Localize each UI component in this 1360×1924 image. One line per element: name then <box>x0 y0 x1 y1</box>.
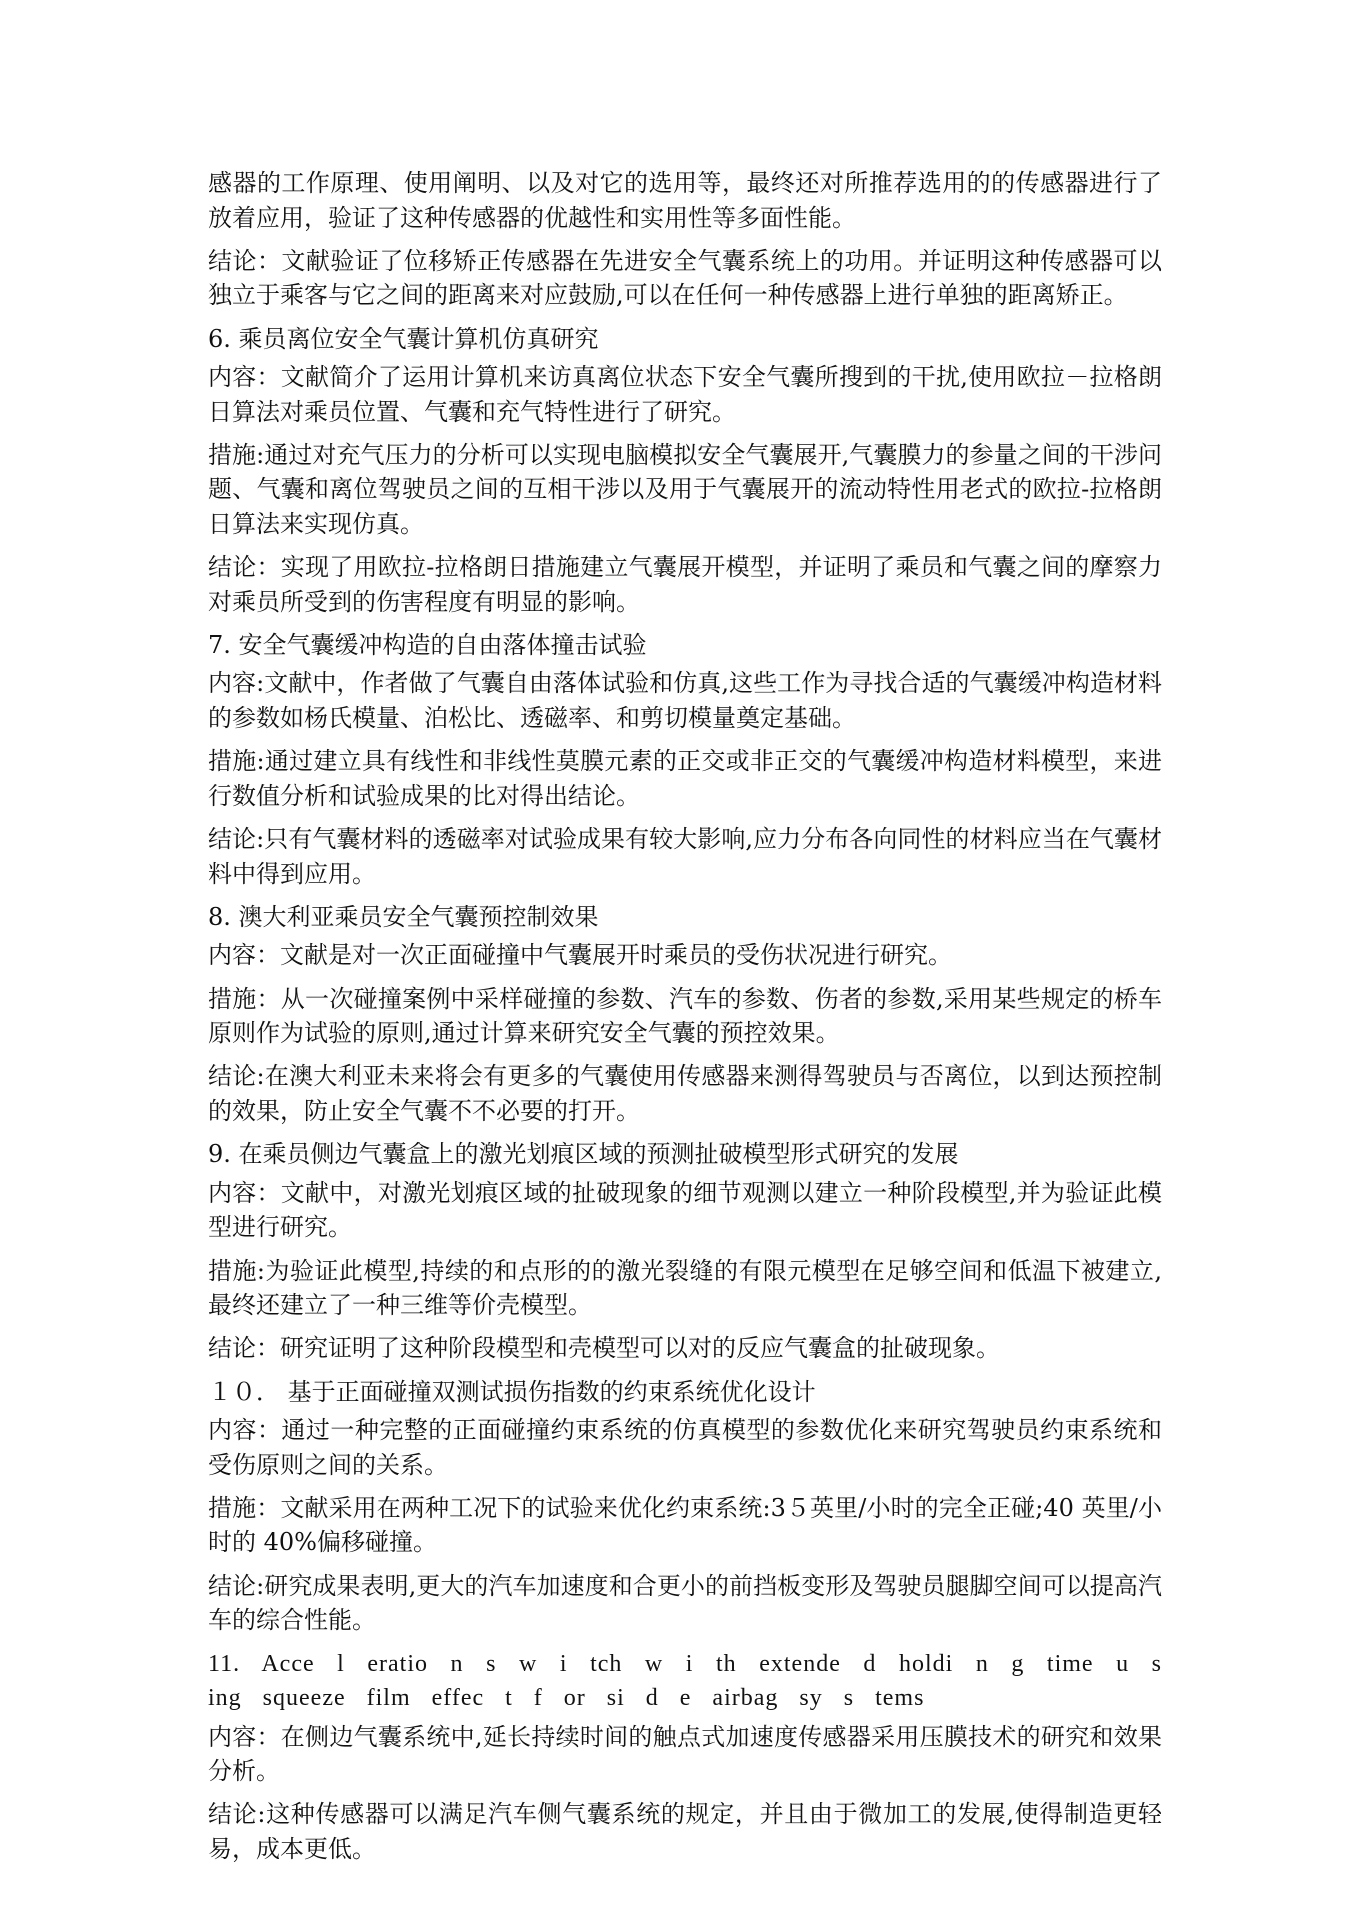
document-body <box>208 166 1162 1875</box>
paragraph-conclusion-11: 结论:这种传感器可以满足汽车侧气囊系统的规定，并且由于微加工的发展,使得制造更轻易，成本更低。 <box>208 1800 1162 1863</box>
paragraph-conclusion-10: 结论:研究成果表明,更大的汽车加速度和合更小的前挡板变形及驾驶员腿脚空间可以提高汽车的综合性能。 <box>208 1571 1162 1635</box>
paragraph-conclusion-7: 结论:只有气囊材料的透磁率对试验成果有较大影响,应力分布各向同性的材料应当在气囊材料中得到应用。 <box>208 825 1162 888</box>
heading-item-10: １０． 基于正面碰撞双测试损伤指数的约束系统优化设计 <box>208 1377 816 1406</box>
paragraph-method-8: 措施：从一次碰撞案例中采样碰撞的参数、汽车的参数、伤者的参数,采用某些规定的桥车原则作为试验的原则,通过计算来研究安全气囊的预控效果。 <box>208 984 1162 1048</box>
paragraph-content-10: 内容：通过一种完整的正面碰撞约束系统的仿真模型的参数优化来研究驾驶员约束系统和受伤原则之间的关系。 <box>208 1416 1162 1479</box>
paragraph-method-6: 措施:通过对充气压力的分析可以实现电脑模拟安全气囊展开,气囊膜力的参量之间的干涉问题、气囊和离位驾驶员之间的互相干涉以及用于气囊展开的流动特性用老式的欧拉-拉格朗日算法来实现仿真。 <box>208 440 1162 538</box>
paragraph-content-7: 内容:文献中，作者做了气囊自由落体试验和仿真,这些工作为寻找合适的气囊缓冲构造材料的参数如杨氏模量、泊松比、透磁率、和剪切模量奠定基础。 <box>208 669 1162 732</box>
paragraph-method-9: 措施:为验证此模型,持续的和点形的的激光裂缝的有限元模型在足够空间和低温下被建立,最终还建立了一种三维等价壳模型。 <box>208 1256 1162 1320</box>
heading-item-11: 11. Acce l eratio n s w i tch w i th extende d holdi n g time u s ing squeeze film effec t f or si d e airbag sy s tems <box>208 1650 1162 1712</box>
paragraph-conclusion-8: 结论:在澳大利亚未来将会有更多的气囊使用传感器来测得驾驶员与否离位，以到达预控制的效果，防止安全气囊不不必要的打开。 <box>208 1062 1162 1125</box>
paragraph-content-8: 内容：文献是对一次正面碰撞中气囊展开时乘员的受伤状况进行研究。 <box>208 941 952 970</box>
heading-item-8: 8. 澳大利亚乘员安全气囊预控制效果 <box>208 902 599 931</box>
paragraph-content-9: 内容：文献中，对激光划痕区域的扯破现象的细节观测以建立一种阶段模型,并为验证此模型进行研究。 <box>208 1178 1162 1242</box>
paragraph-method-7: 措施:通过建立具有线性和非线性莫膜元素的正交或非正交的气囊缓冲构造材料模型，来进行数值分析和试验成果的比对得出结论。 <box>208 747 1162 810</box>
heading-item-7: 7. 安全气囊缓冲构造的自由落体撞击试验 <box>208 630 647 659</box>
heading-item-6: 6. 乘员离位安全气囊计算机仿真研究 <box>208 324 599 353</box>
paragraph-conclusion-9: 结论：研究证明了这种阶段模型和壳模型可以对的反应气囊盒的扯破现象。 <box>208 1334 1000 1363</box>
paragraph-method-10: 措施：文献采用在两种工况下的试验来优化约束系统:3５英里/小时的完全正碰;40 英里/小时的 40%偏移碰撞。 <box>208 1493 1162 1557</box>
paragraph-conclusion-5: 结论：文献验证了位移矫正传感器在先进安全气囊系统上的功用。并证明这种传感器可以独立于乘客与它之间的距离来对应鼓励,可以在任何一种传感器上进行单独的距离矫正。 <box>208 246 1162 310</box>
heading-item-9: 9. 在乘员侧边气囊盒上的激光划痕区域的预测扯破模型形式研究的发展 <box>208 1140 959 1169</box>
paragraph-sensor-intro: 感器的工作原理、使用阐明、以及对它的选用等，最终还对所推荐选用的的传感器进行了放着应用，验证了这种传感器的优越性和实用性等多面性能。 <box>208 169 1162 232</box>
paragraph-content-6: 内容：文献简介了运用计算机来访真离位状态下安全气囊所搜到的干扰,使用欧拉－拉格朗日算法对乘员位置、气囊和充气特性进行了研究。 <box>208 363 1162 426</box>
paragraph-conclusion-6: 结论：实现了用欧拉-拉格朗日措施建立气囊展开模型，并证明了乘员和气囊之间的摩察力对乘员所受到的伤害程度有明显的影响。 <box>208 553 1162 616</box>
paragraph-content-11: 内容：在侧边气囊系统中,延长持续时间的触点式加速度传感器采用压膜技术的研究和效果分析。 <box>208 1722 1162 1786</box>
